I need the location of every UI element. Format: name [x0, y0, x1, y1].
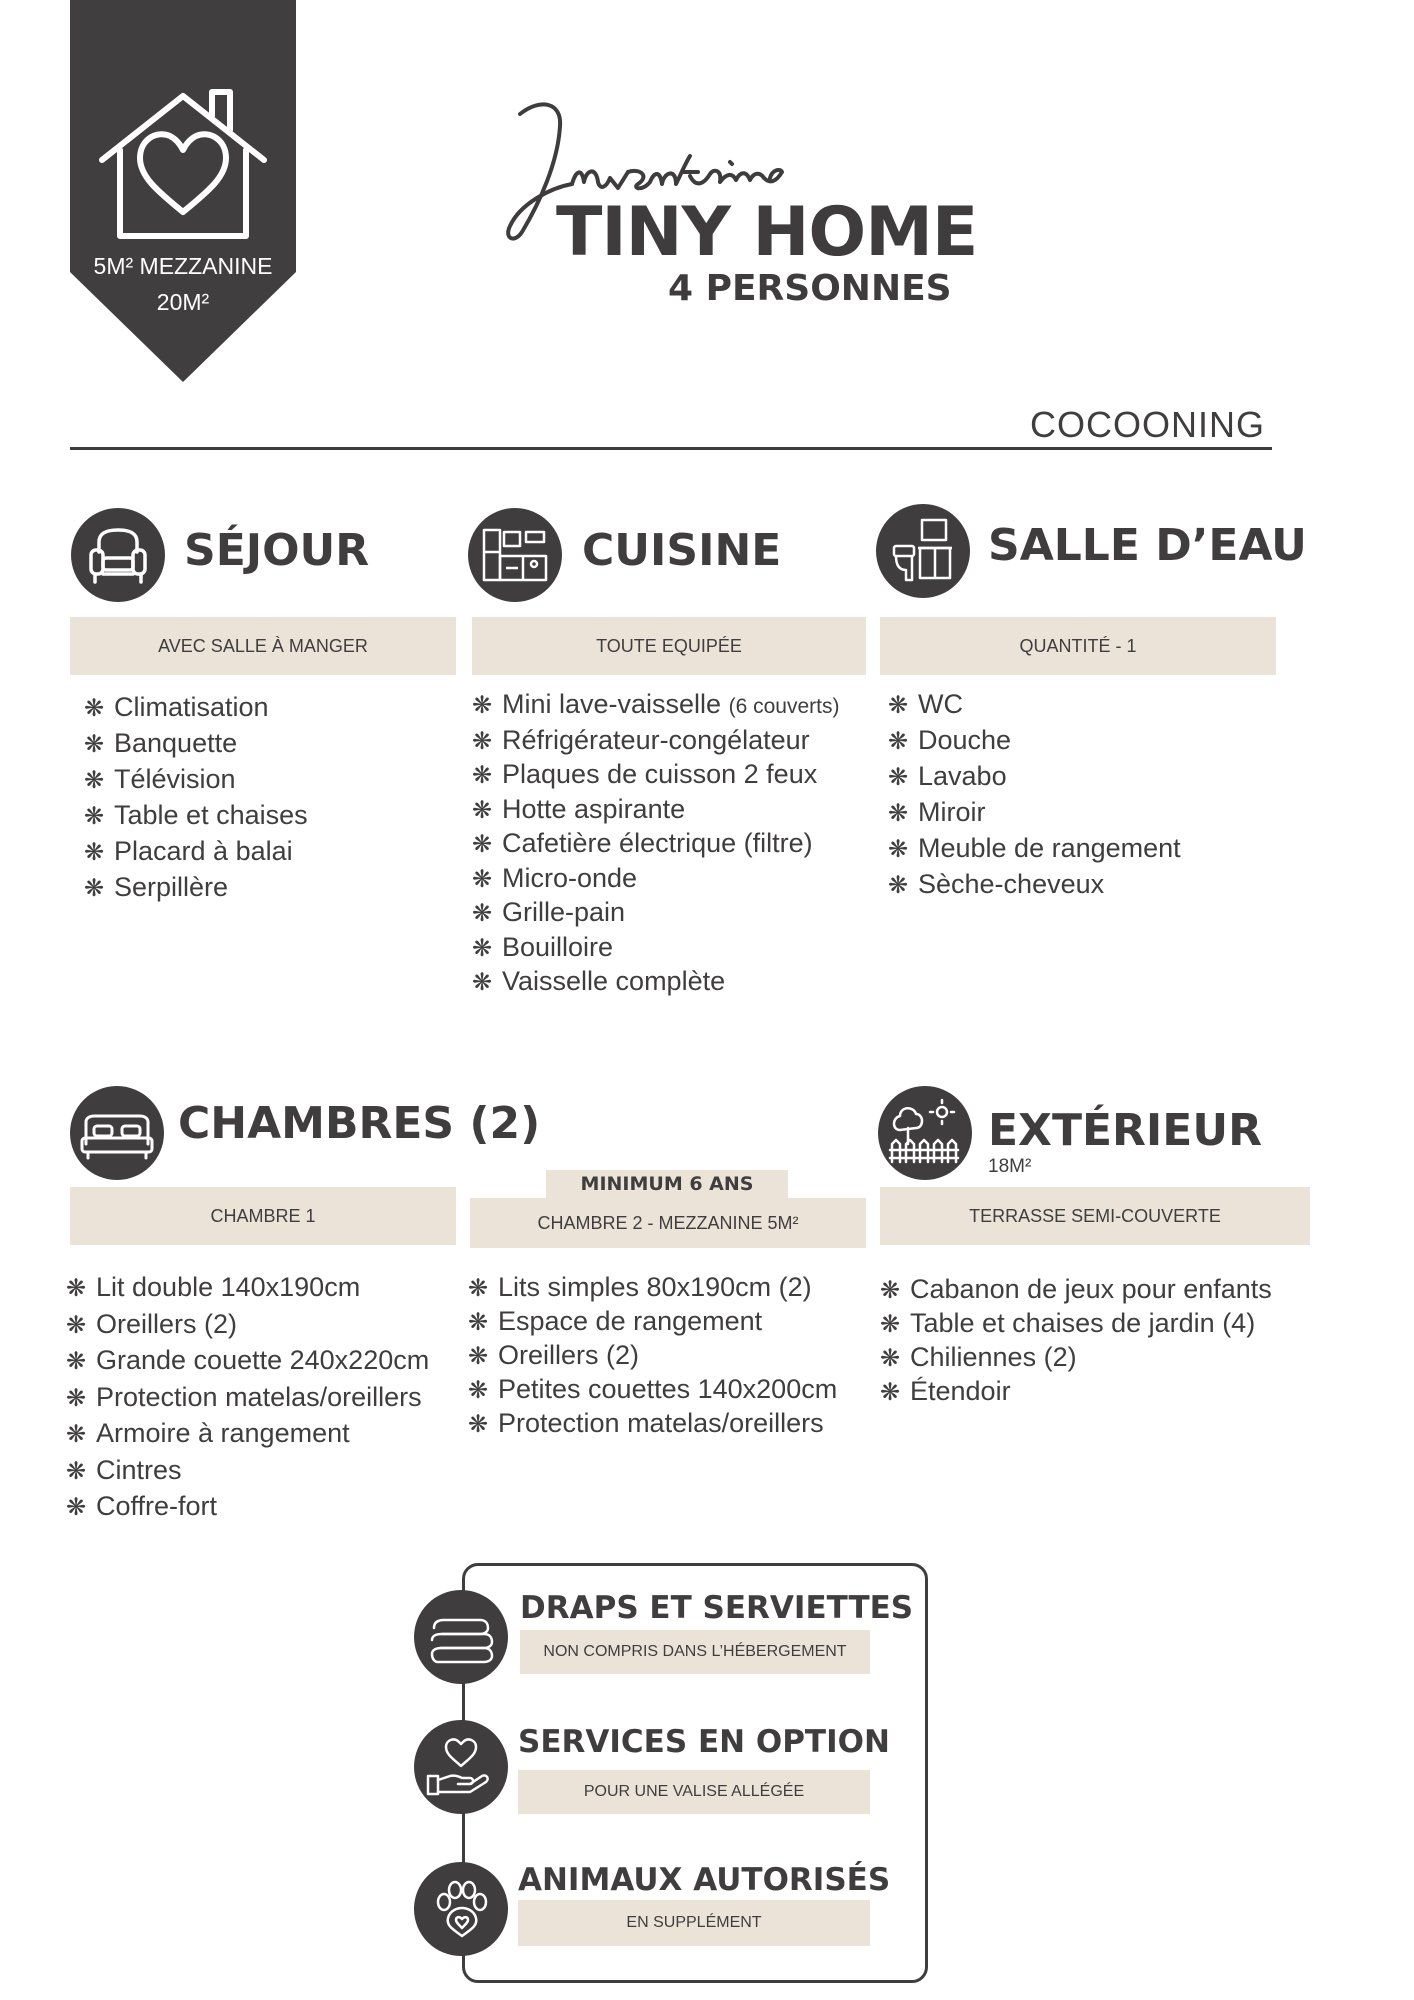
banner-line-mezzanine: 5M² MEZZANINE: [93, 253, 273, 279]
bullet-icon: ❋: [472, 796, 493, 824]
tag-chambre-2: CHAMBRE 2 - MEZZANINE 5M²: [470, 1198, 866, 1248]
bullet-icon: ❋: [472, 934, 493, 962]
list-item: ❋ Table et chaises de jardin (4): [880, 1307, 1272, 1341]
list-item: ❋ Mini lave-vaisselle (6 couverts): [472, 688, 839, 724]
list-item: ❋ Petites couettes 140x200cm: [468, 1373, 837, 1407]
list-salle-eau: [888, 687, 1181, 903]
section-title-salle-eau: SALLE D’EAU: [988, 520, 1307, 571]
list-item: ❋ Protection matelas/oreillers: [66, 1380, 429, 1417]
list-item: ❋ Coffre-fort: [66, 1489, 429, 1526]
page-title: TINY HOME: [556, 193, 978, 272]
section-title-chambres: CHAMBRES (2): [178, 1098, 541, 1149]
list-exterieur: [880, 1273, 1272, 1409]
list-item: ❋ Douche: [888, 723, 1181, 759]
list-item: ❋ Chiliennes (2): [880, 1341, 1272, 1375]
bullet-icon: ❋: [66, 1348, 87, 1375]
banner-line-area: 20M²: [156, 289, 210, 315]
bullet-icon: ❋: [84, 875, 105, 902]
list-item: ❋ Micro-onde: [472, 862, 839, 897]
bullet-icon: ❋: [888, 872, 909, 899]
list-item: ❋ Oreillers (2): [66, 1307, 429, 1344]
bullet-icon: ❋: [472, 727, 493, 755]
list-cuisine: [472, 688, 839, 1000]
list-item: ❋ Banquette: [84, 726, 308, 762]
list-item: ❋ Télévision: [84, 762, 308, 798]
header-banner: [70, 0, 296, 382]
bullet-icon: ❋: [66, 1275, 87, 1302]
bullet-icon: ❋: [472, 900, 493, 927]
list-item: ❋ Plaques de cuisson 2 feux: [472, 758, 839, 793]
divider: [70, 447, 1272, 450]
armchair-icon: [71, 508, 165, 602]
bullet-icon: ❋: [472, 831, 493, 858]
bullet-icon: ❋: [472, 865, 493, 893]
list-item: ❋ Grande couette 240x220cm: [66, 1343, 429, 1380]
list-sejour: [84, 690, 308, 906]
list-item: ❋ Étendoir: [880, 1375, 1272, 1409]
list-chambre-2: [468, 1271, 837, 1441]
list-item: ❋ WC: [888, 687, 1181, 723]
section-title-cuisine: CUISINE: [582, 525, 782, 576]
list-item: ❋ Lits simples 80x190cm (2): [468, 1271, 837, 1305]
list-item: ❋ Serpillère: [84, 870, 308, 906]
bullet-icon: ❋: [84, 731, 105, 758]
bullet-icon: ❋: [468, 1309, 489, 1336]
tag-salle-eau: QUANTITÉ - 1: [880, 617, 1276, 675]
list-item: ❋ Climatisation: [84, 690, 308, 726]
bullet-icon: ❋: [468, 1275, 489, 1302]
list-item: ❋ Hotte aspirante: [472, 793, 839, 828]
category-label: COCOONING: [1030, 404, 1266, 445]
banner-size-text: [70, 248, 296, 320]
list-item: ❋ Armoire à rangement: [66, 1416, 429, 1453]
towels-icon: [414, 1590, 508, 1684]
bullet-icon: ❋: [472, 692, 493, 719]
bullet-icon: ❋: [468, 1411, 489, 1438]
list-item: ❋ Cafetière électrique (filtre): [472, 827, 839, 862]
page-subtitle: 4 PERSONNES: [668, 268, 952, 309]
kitchen-icon: [468, 508, 562, 602]
list-item: ❋ Sèche-cheveux: [888, 867, 1181, 903]
age-note: MINIMUM 6 ANS: [546, 1170, 788, 1198]
list-item: ❋ Miroir: [888, 795, 1181, 831]
bullet-icon: ❋: [468, 1377, 489, 1404]
list-item: ❋ Cintres: [66, 1453, 429, 1490]
list-item: ❋ Espace de rangement: [468, 1305, 837, 1339]
list-item: ❋ Bouilloire: [472, 931, 839, 966]
bullet-icon: ❋: [66, 1421, 87, 1448]
bullet-icon: ❋: [84, 767, 105, 794]
bullet-icon: ❋: [888, 692, 909, 719]
bullet-icon: ❋: [84, 839, 105, 866]
extra-tag-draps: NON COMPRIS DANS L’HÉBERGEMENT: [520, 1630, 870, 1674]
bullet-icon: ❋: [84, 803, 105, 830]
extra-title-draps: DRAPS ET SERVIETTES: [520, 1590, 914, 1626]
bullet-icon: ❋: [472, 969, 493, 996]
bullet-icon: ❋: [880, 1345, 901, 1372]
list-item: ❋ Réfrigérateur-congélateur: [472, 724, 839, 759]
tag-sejour: AVEC SALLE À MANGER: [70, 617, 456, 675]
list-item: ❋ Cabanon de jeux pour enfants: [880, 1273, 1272, 1307]
extra-tag-services: POUR UNE VALISE ALLÉGÉE: [518, 1770, 870, 1814]
exterieur-size: 18M²: [988, 1156, 1032, 1177]
bullet-icon: ❋: [888, 800, 909, 827]
list-item: ❋ Grille-pain: [472, 896, 839, 931]
extra-title-services: SERVICES EN OPTION: [518, 1724, 890, 1760]
list-item: ❋ Placard à balai: [84, 834, 308, 870]
bed-icon: [70, 1086, 164, 1180]
list-item: ❋ Table et chaises: [84, 798, 308, 834]
hand-heart-icon: [414, 1720, 508, 1814]
list-item: ❋ Oreillers (2): [468, 1339, 837, 1373]
list-item: ❋ Lavabo: [888, 759, 1181, 795]
bullet-icon: ❋: [66, 1311, 87, 1339]
tag-chambre-1: CHAMBRE 1: [70, 1187, 456, 1245]
bathroom-icon: [876, 504, 970, 598]
bullet-icon: ❋: [66, 1494, 87, 1521]
list-item: ❋ Vaisselle complète: [472, 965, 839, 1000]
list-item: ❋ Lit double 140x190cm: [66, 1270, 429, 1307]
bullet-icon: ❋: [880, 1277, 901, 1304]
bullet-icon: ❋: [472, 762, 493, 789]
bullet-icon: ❋: [888, 836, 909, 863]
bullet-icon: ❋: [84, 695, 105, 722]
bullet-icon: ❋: [888, 728, 909, 755]
bullet-icon: ❋: [468, 1343, 489, 1370]
section-title-sejour: SÉJOUR: [184, 525, 370, 576]
extra-tag-animaux: EN SUPPLÉMENT: [518, 1900, 870, 1946]
bullet-icon: ❋: [880, 1379, 901, 1406]
tag-cuisine: TOUTE EQUIPÉE: [472, 617, 866, 675]
paw-icon: [414, 1862, 508, 1956]
section-title-exterieur: EXTÉRIEUR: [988, 1105, 1262, 1156]
bullet-icon: ❋: [888, 764, 909, 791]
garden-icon: [878, 1086, 972, 1180]
bullet-icon: ❋: [880, 1311, 901, 1338]
bullet-icon: ❋: [66, 1457, 87, 1485]
list-item: ❋ Protection matelas/oreillers: [468, 1407, 837, 1441]
list-item: ❋ Meuble de rangement: [888, 831, 1181, 867]
tag-exterieur: TERRASSE SEMI-COUVERTE: [880, 1187, 1310, 1245]
bullet-icon: ❋: [66, 1384, 87, 1412]
extra-title-animaux: ANIMAUX AUTORISÉS: [518, 1862, 891, 1898]
list-chambre-1: [66, 1270, 429, 1526]
